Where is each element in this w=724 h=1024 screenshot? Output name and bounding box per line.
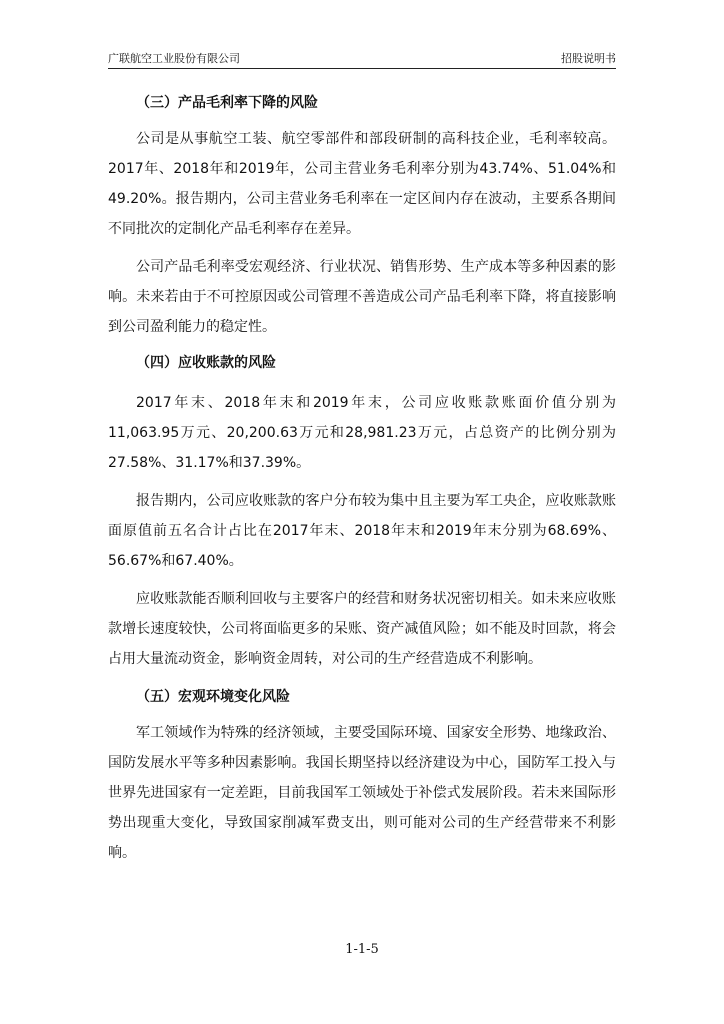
header-document-type: 招股说明书 [561, 52, 616, 65]
section-gross-margin-risk [108, 92, 616, 342]
section-title: （五）宏观环境变化风险 [136, 689, 290, 705]
paragraph: 应收账款能否顺利回收与主要客户的经营和财务状况密切相关。如未来应收账款增长速度较快，公司将面临更多的呆账、资产减值风险；如不能及时回款，将会占用大量流动资金，影响资金周转，对公司的生产经营造成不利影响。 [108, 591, 616, 667]
page-header [108, 50, 616, 69]
paragraph: 报告期内，公司应收账款的客户分布较为集中且主要为军工央企，应收账款账面原值前五名合计占比在2017年末、2018年末和2019年末分别为68.69%、56.67%和67.40%。 [108, 493, 616, 569]
section-macro-environment-risk [108, 686, 616, 868]
paragraph: 公司是从事航空工装、航空零部件和部段研制的高科技企业，毛利率较高。2017年、2018年和2019年，公司主营业务毛利率分别为43.74%、51.04%和49.20%。报告期内，公司主营业务毛利率在一定区间内存在波动，主要系各期间不同批次的定制化产品毛利率存在差异。 [108, 131, 616, 237]
page-number: 1-1-5 [345, 942, 379, 957]
paragraph: 公司产品毛利率受宏观经济、行业状况、销售形势、生产成本等多种因素的影响。未来若由于不可控原因或公司管理不善造成公司产品毛利率下降，将直接影响到公司盈利能力的稳定性。 [108, 259, 616, 335]
header-company-name: 广联航空工业股份有限公司 [108, 52, 240, 65]
paragraph: 2017年末、2018年末和2019年末，公司应收账款账面价值分别为11,063.95万元、20,200.63万元和28,981.23万元，占总资产的比例分别为27.58%、31.17%和37.39%。 [108, 395, 616, 471]
section-title: （三）产品毛利率下降的风险 [136, 95, 318, 111]
section-title: （四）应收账款的风险 [136, 355, 276, 371]
paragraph: 军工领域作为特殊的经济领域，主要受国际环境、国家安全形势、地缘政治、国防发展水平等多种因素影响。我国长期坚持以经济建设为中心，国防军工投入与世界先进国家有一定差距，目前我国军工领域处于补偿式发展阶段。若未来国际形势出现重大变化，导致国家削减军费支出，则可能对公司的生产经营带来不利影响。 [108, 725, 616, 861]
document-body [108, 92, 616, 868]
section-receivables-risk [108, 352, 616, 674]
